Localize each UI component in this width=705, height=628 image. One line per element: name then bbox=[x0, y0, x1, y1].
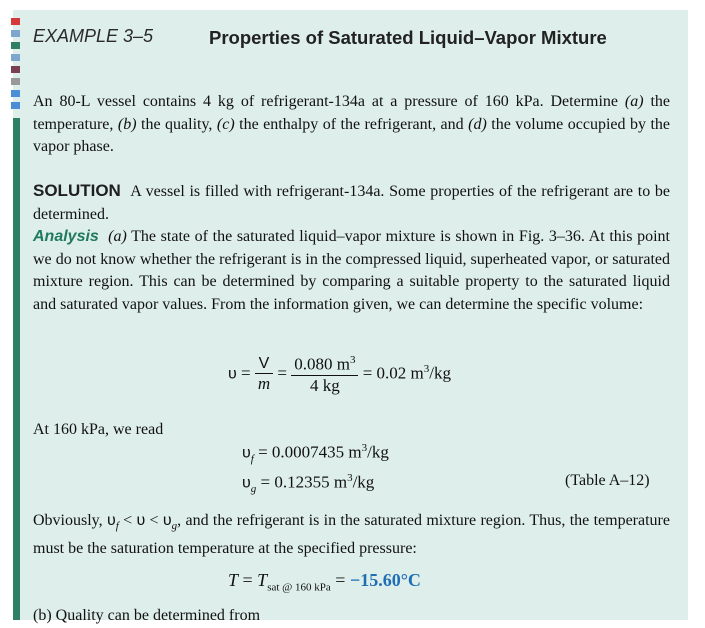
obviously-paragraph: Obviously, $\upsilon_f < \upsilon < \upsilon_g$, and the refrigerant is in the saturated mixture region. Thus, the temperature must be the saturation temperature at the specified pressure: bbox=[33, 512, 670, 557]
left-accent-bar bbox=[13, 118, 20, 620]
read-text: At 160 kPa, we read bbox=[33, 421, 164, 438]
solution-heading: SOLUTION bbox=[33, 181, 121, 200]
color-marker bbox=[11, 18, 20, 25]
specific-volume-equation: υ = $\frac{V}{m}$ = $\frac{0.080 m^3}{4 kg}$ = 0.02 $m^3/kg$ bbox=[228, 354, 451, 395]
example-label: EXAMPLE 3–5 bbox=[33, 26, 154, 46]
temperature-result: −15.60°C bbox=[349, 570, 421, 590]
cutoff-line: (b) Quality can be determined from bbox=[33, 607, 261, 624]
analysis-heading: Analysis bbox=[33, 228, 99, 245]
example-title: Properties of Saturated Liquid–Vapor Mixture bbox=[209, 27, 607, 48]
color-marker bbox=[11, 102, 20, 109]
solution-paragraph: SOLUTION A vessel is filled with refrigerant-134a. Some properties of the refrigerant are to be determined. Analysis (a) The state of the saturated liquid–vapor mixture is shown in Fig. 3–36. At this point we do not know whether the refrigerant is in the compressed liquid, superheated vapor, or saturated mixture region. This can be determined by comparing a suitable property to the saturated liquid and saturated vapor values. From the information given, we can determine the specific volume: bbox=[33, 181, 671, 313]
color-marker bbox=[11, 54, 20, 61]
color-marker bbox=[11, 90, 20, 97]
saturated-vapor-volume: $\upsilon_g = 0.12355$ $m^3/kg$ bbox=[242, 472, 375, 496]
table-reference: (Table A–12) bbox=[565, 472, 650, 489]
problem-statement: An 80-L vessel contains 4 kg of refrigerant-134a at a pressure of 160 kPa. Determine (a) the temperature, (b) the quality, (c) the enthalpy of the refrigerant, and (d) the volume occupied by the vapor phase. bbox=[33, 93, 671, 155]
saturated-liquid-volume: $\upsilon_f = 0.0007435$ $m^3/kg$ bbox=[242, 442, 389, 466]
color-marker bbox=[11, 78, 20, 85]
color-marker bbox=[11, 42, 20, 49]
color-marker bbox=[11, 30, 20, 37]
saturation-temperature-equation: $T = T_{sat @ 160 kPa} = -15.60^\circ C$ bbox=[228, 570, 421, 594]
color-marker bbox=[11, 66, 20, 73]
